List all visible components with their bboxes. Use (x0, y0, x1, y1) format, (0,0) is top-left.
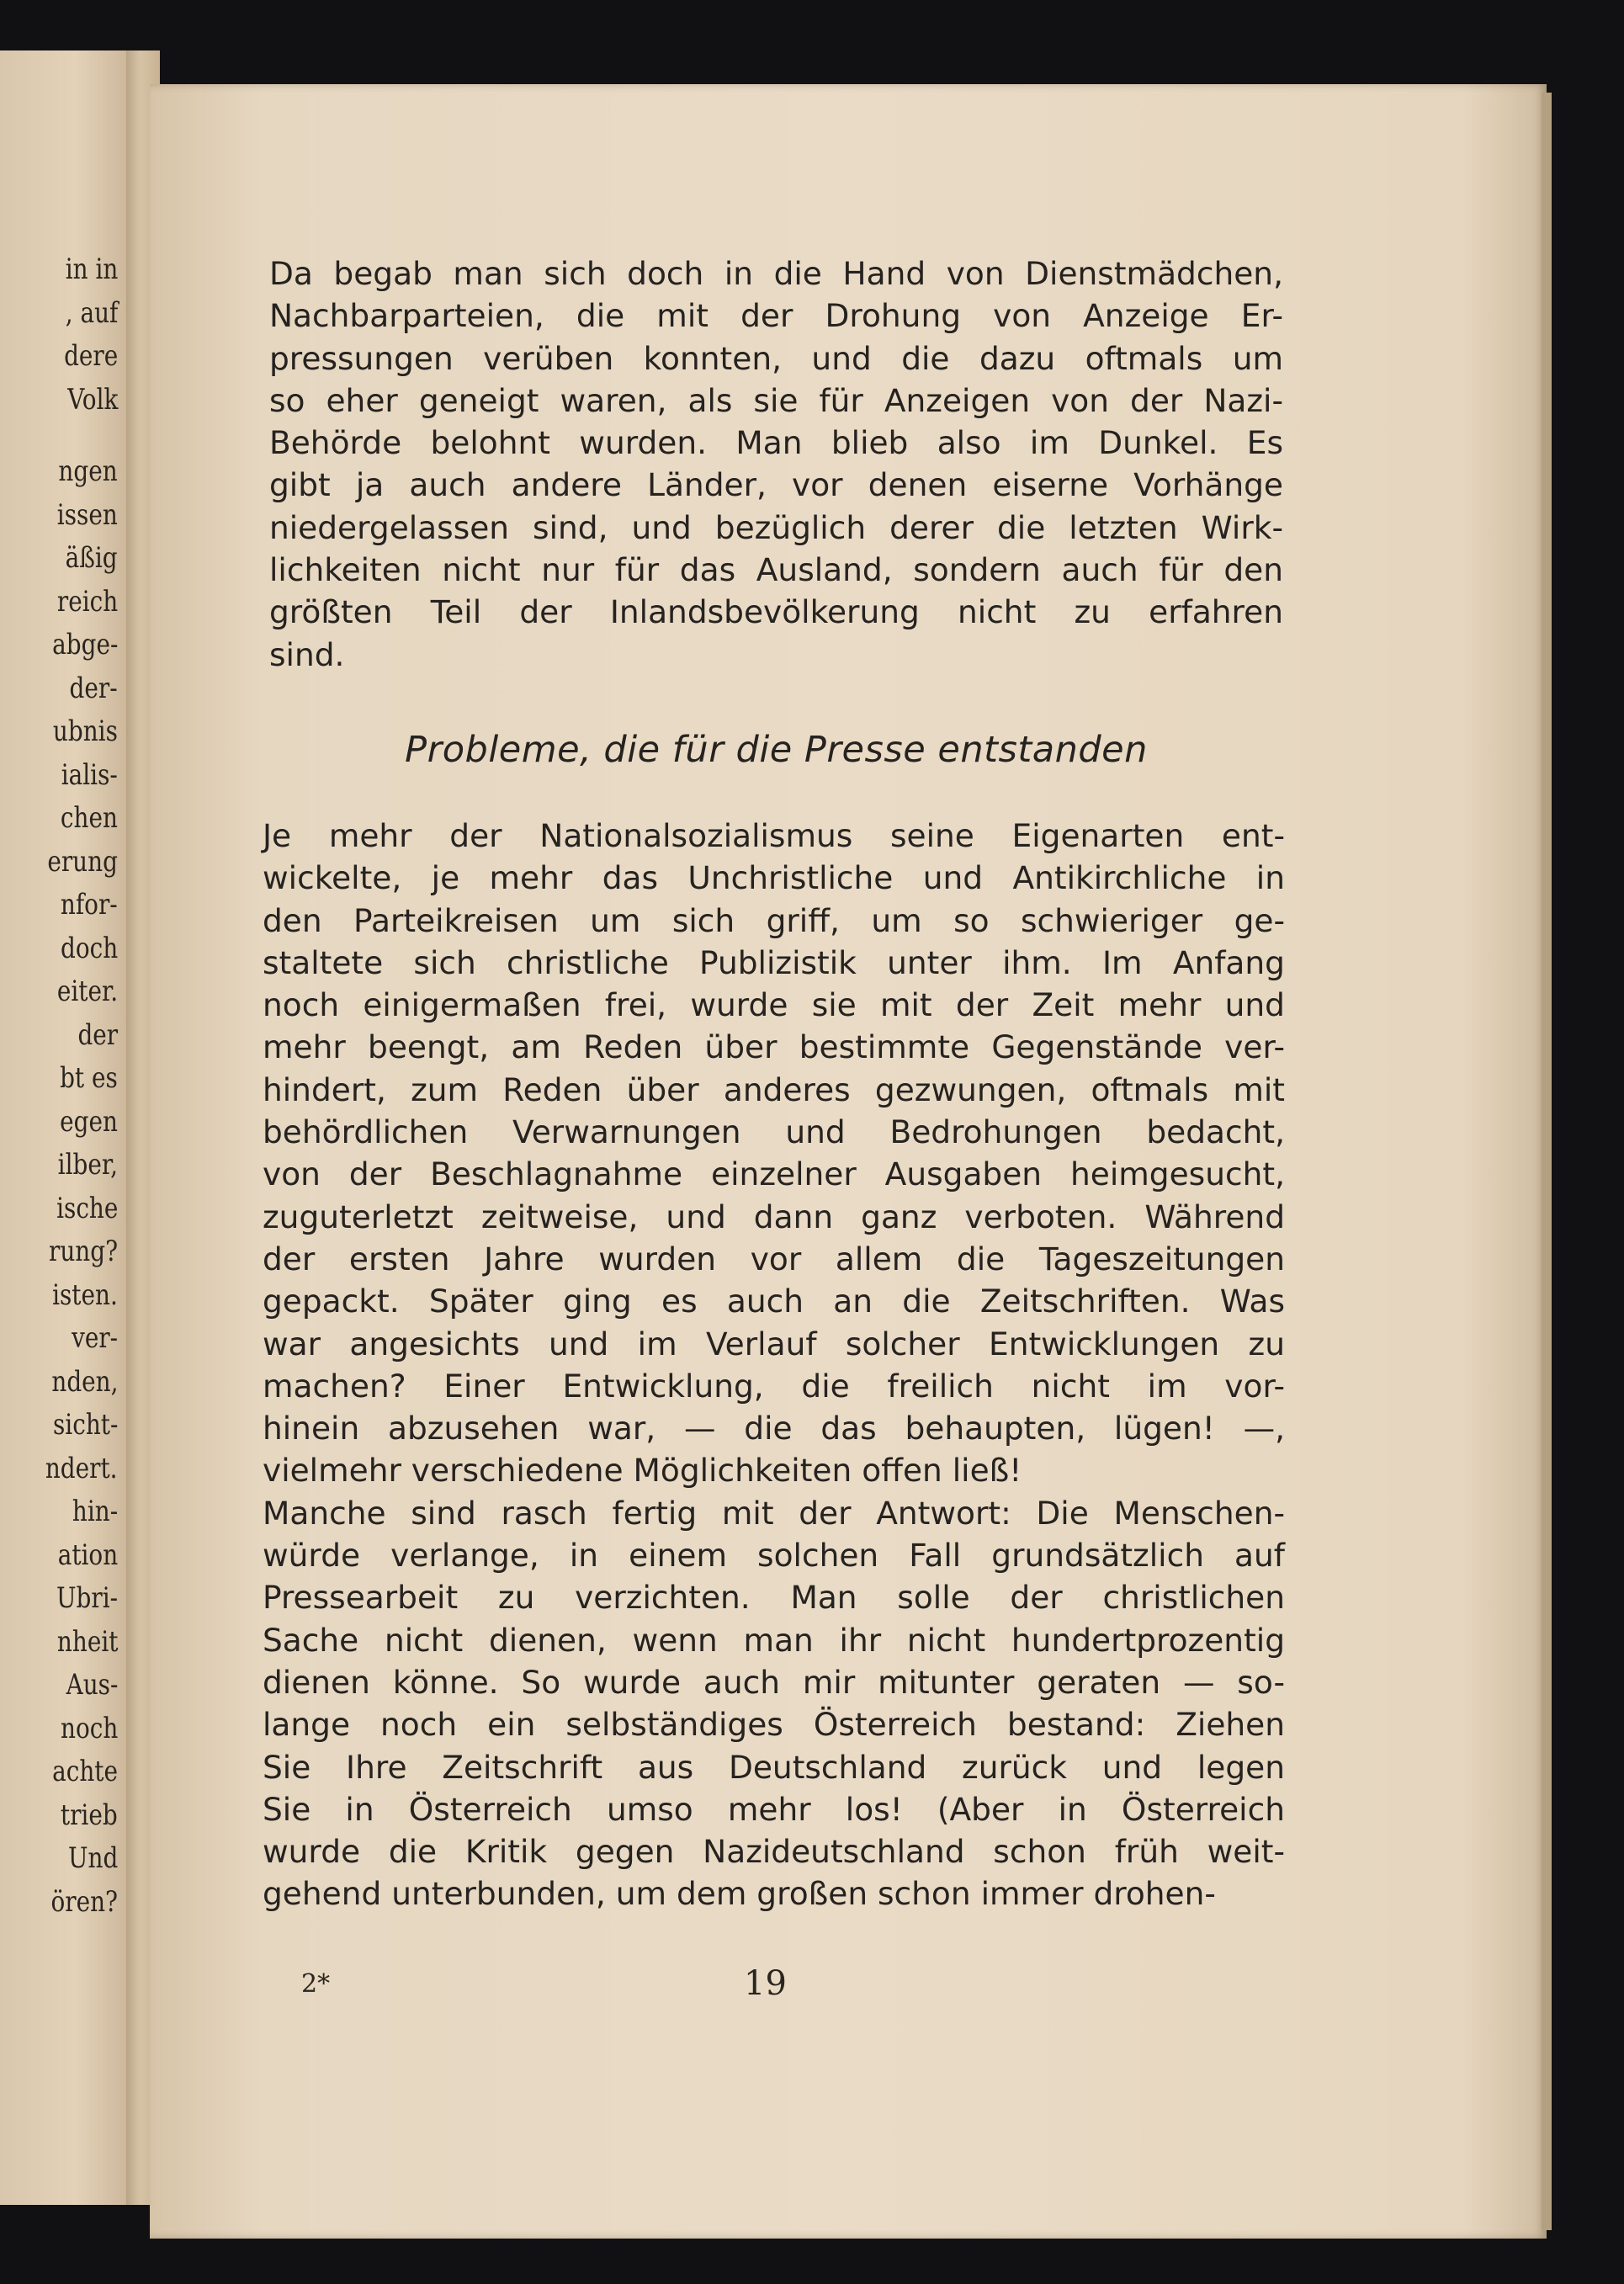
paragraph-1 (269, 252, 1283, 676)
text-line: Nachbarparteien, die mit der Drohung von Anzeige Er- (269, 297, 1283, 335)
left-page-fragment: isten. (52, 1277, 118, 1312)
text-line: staltete sich christliche Publizistik unter ihm. Im Anfang (263, 943, 1285, 981)
left-page-fragment: trieb (61, 1798, 118, 1832)
left-page-fragment: abge- (51, 628, 118, 661)
left-page-fragment: ver- (71, 1321, 118, 1355)
left-page-fragment: eiter. (56, 975, 118, 1008)
text-line: noch einigermaßen frei, wurde sie mit der Zeit mehr und (263, 986, 1285, 1024)
text-line: lange noch ein selbständiges Österreich bestand: Ziehen (263, 1706, 1285, 1744)
left-page-fragment: ndert. (45, 1451, 118, 1485)
text-line: pressungen verüben konnten, und die dazu oftmals um (269, 339, 1283, 377)
text-line: Pressearbeit zu verzichten. Man solle der christlichen (263, 1579, 1285, 1617)
left-page-fragment: äßig (65, 541, 118, 575)
paragraph-3 (263, 1492, 1285, 1915)
left-page-fragment: ören? (50, 1884, 118, 1919)
paragraph-2 (263, 815, 1285, 1492)
left-page-fragment: erung (47, 844, 118, 879)
text-line: Manche sind rasch fertig mit der Antwort: Die Menschen- (263, 1494, 1285, 1532)
text-line: Je mehr der Nationalsozialismus seine Eigenarten ent- (263, 817, 1285, 854)
page-number: 19 (744, 1964, 787, 2003)
text-line: hinein abzusehen war, — die das behaupten, lügen! —, (263, 1410, 1285, 1447)
text-line: von der Beschlagnahme einzelner Ausgaben heimgesucht, (263, 1155, 1285, 1193)
text-line: vielmehr verschiedene Möglichkeiten offen ließ! (263, 1452, 1022, 1490)
left-page-fragment: ubnis (53, 714, 118, 748)
text-line: hindert, zum Reden über anderes gezwungen, oftmals mit (263, 1070, 1285, 1108)
left-page-fragment: bt es (60, 1061, 118, 1095)
text-line: größten Teil der Inlandsbevölkerung nicht zu erfahren (269, 593, 1283, 631)
left-page-fragment: , auf (65, 295, 118, 330)
left-page-fragment: rung? (48, 1235, 118, 1268)
text-line: den Parteikreisen um sich griff, um so schwieriger ge- (263, 901, 1285, 939)
text-line: Sache nicht dienen, wenn man ihr nicht hundertprozentig (263, 1621, 1285, 1659)
left-page-fragment: nfor- (61, 888, 118, 922)
text-line: gepackt. Später ging es auch an die Zeitschriften. Was (263, 1283, 1285, 1320)
left-page-fragment: chen (60, 801, 118, 835)
left-page-fragment: der- (69, 671, 118, 705)
left-page-fragment: ngen (58, 454, 118, 488)
text-line: Sie Ihre Zeitschrift aus Deutschland zurück und legen (263, 1748, 1285, 1786)
text-line: sind. (269, 635, 345, 673)
left-page-fragment: noch (60, 1711, 118, 1745)
text-line: Behörde belohnt wurden. Man blieb also im Dunkel. Es (269, 424, 1283, 462)
left-page-fragment: dere (63, 339, 118, 373)
text-line: Sie in Österreich umso mehr los! (Aber in Österreich (263, 1790, 1285, 1828)
page-edge (1542, 93, 1552, 2230)
text-line: wurde die Kritik gegen Nazideutschland schon früh weit- (263, 1833, 1285, 1871)
left-page-fragment: der (77, 1017, 118, 1052)
left-page-fragment: Ubri- (56, 1581, 118, 1615)
left-page-fragment: Und (67, 1841, 118, 1875)
left-page-fragment: in in (65, 252, 118, 286)
text-line: Da begab man sich doch in die Hand von Dienstmädchen, (269, 255, 1283, 292)
left-page-fragment: Aus- (66, 1668, 118, 1702)
text-line: niedergelassen sind, und bezüglich derer die letzten Wirk- (269, 508, 1283, 546)
left-page-fragment: hin- (72, 1495, 118, 1528)
left-page-fragment: nheit (56, 1624, 118, 1659)
left-page-fragment: achte (52, 1755, 118, 1788)
text-line: wickelte, je mehr das Unchristliche und Antikirchliche in (263, 859, 1285, 897)
left-page-fragment: Volk (66, 382, 118, 417)
left-page-fragment: sicht- (52, 1408, 118, 1442)
left-page-fragment: reich (56, 584, 118, 619)
text-line: machen? Einer Entwicklung, die freilich nicht im vor- (263, 1367, 1285, 1405)
left-page-fragment: issen (57, 497, 118, 532)
left-page-fragment: doch (60, 931, 118, 965)
left-page-fragment: ische (56, 1191, 118, 1225)
text-line: war angesichts und im Verlauf solcher Entwicklungen zu (263, 1325, 1285, 1362)
left-page-fragment: ation (57, 1538, 118, 1572)
text-line: so eher geneigt waren, als sie für Anzeigen von der Nazi- (269, 381, 1283, 419)
left-facing-page (0, 50, 126, 2205)
text-line: mehr beengt, am Reden über bestimmte Gegenstände ver- (263, 1028, 1285, 1066)
text-line: zuguterletzt zeitweise, und dann ganz verboten. Während (263, 1198, 1285, 1235)
left-page-fragment: ialis- (61, 757, 118, 792)
text-line: dienen könne. So wurde auch mir mitunter geraten — so- (263, 1663, 1285, 1701)
left-page-fragment: egen (60, 1104, 118, 1139)
signature-mark: 2* (301, 1969, 331, 1999)
text-line: der ersten Jahre wurden vor allem die Tageszeitungen (263, 1240, 1285, 1277)
text-line: lichkeiten nicht nur für das Ausland, sondern auch für den (269, 551, 1283, 589)
text-line: würde verlange, in einem solchen Fall grundsätzlich auf (263, 1537, 1285, 1575)
section-heading: Probleme, die für die Presse entstanden (405, 729, 1148, 771)
text-line: gehend unterbunden, um dem großen schon immer drohen- (263, 1875, 1216, 1913)
left-page-fragment: ilber, (57, 1148, 118, 1182)
body-text-continued (263, 815, 1285, 1915)
left-page-fragment: nden, (50, 1364, 118, 1399)
text-line: behördlichen Verwarnungen und Bedrohungen bedacht, (263, 1113, 1285, 1151)
text-line: gibt ja auch andere Länder, vor denen eiserne Vorhänge (269, 466, 1283, 504)
